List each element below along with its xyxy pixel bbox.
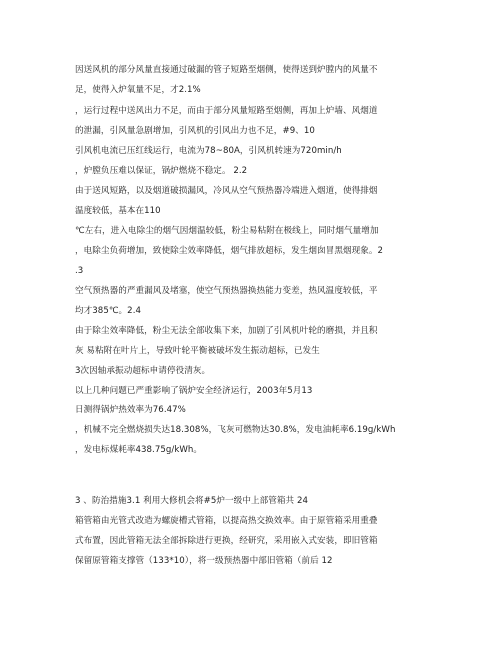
text-line: ，电除尘负荷增加，致使除尘效率降低，烟气排放超标，发生烟囱冒黑烟现象。2	[75, 246, 384, 256]
text-line: 由于送风短路，以及烟道破损漏风，冷风从空气预热器冷端进入烟道，使得排烟	[75, 186, 378, 196]
text-line: 均才385℃。2.4	[75, 306, 142, 316]
text-line: ，运行过程中送风出力不足，而由于部分风量短路至烟侧，再加上炉墙、风烟道	[75, 106, 378, 116]
text-line: 因送风机的部分风量直接通过破漏的管子短路至烟侧，使得送到炉膛内的风量不	[75, 65, 378, 75]
text-line: 3次因轴承振动超标申请停役清灰。	[75, 366, 211, 376]
text-line: ℃左右，进入电除尘的烟气因烟温较低，粉尘易粘附在极线上，同时烟气量增加	[75, 226, 379, 236]
text-line: 灰 易粘附在叶片上，导致叶轮平衡被破坏发生振动超标，已发生	[75, 346, 320, 356]
text-line: .3	[75, 266, 84, 276]
text-line: 箱管箱由光管式改造为螺旋槽式管箱，以提高热交换效率。由于原管箱采用重叠	[75, 516, 378, 526]
text-line: 空气预热器的严重漏风及堵塞，使空气预热器换热能力变差，热风温度较低，平	[75, 286, 378, 296]
text-line: 式布置，因此管箱无法全部拆除进行更换，经研究，采用嵌入式安装，即旧管箱	[75, 536, 378, 546]
text-line: 温度较低，基本在110	[75, 206, 161, 216]
text-line: 的泄漏，引风量急剧增加，引风机的引风出力也不足，#9、10	[75, 126, 315, 136]
text-line: 由于除尘效率降低，粉尘无法全部收集下来，加剧了引风机叶轮的磨损，并且积	[75, 326, 378, 336]
text-line: 日测得锅炉热效率为76.47%	[75, 405, 186, 415]
text-line: ，机械不完全燃烧损失达18.308%，飞灰可燃物达30.8%，发电油耗率6.19g/kWh	[75, 425, 396, 435]
text-line: 足，使得入炉氧量不足，才2.1%	[75, 85, 201, 95]
section-heading: 3 、防治措施3.1 利用大修机会将#5炉一级中上部管箱共 24	[75, 496, 309, 506]
text-line: 保留原管箱支撑管（133*10），将一级预热器中部旧管箱（前后 12	[75, 556, 333, 566]
text-line: ，炉膛负压难以保证，锅炉燃烧不稳定。 2.2	[75, 166, 248, 176]
text-line: 以上几种问题已严重影响了锅炉安全经济运行，2003年5月13	[75, 386, 313, 396]
text-line: ，发电标煤耗率438.75g/kWh。	[75, 445, 203, 455]
text-line: 引风机电流已压红线运行，电流为78~80A，引风机转速为720min/h	[75, 146, 342, 156]
